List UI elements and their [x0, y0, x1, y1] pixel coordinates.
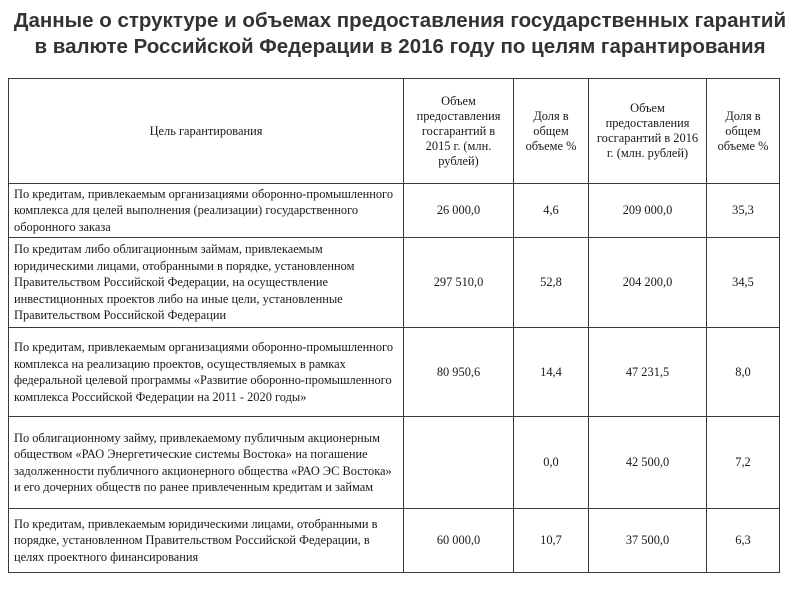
header-volume-2015: Объем предоставления госгарантий в 2015 г. (млн. рублей): [404, 79, 514, 184]
volume-2016-cell: 37 500,0: [589, 509, 707, 573]
share-2016-cell: 34,5: [707, 238, 780, 328]
share-2015-cell: 4,6: [514, 184, 589, 238]
table-row: [9, 184, 780, 238]
volume-2016-cell: 209 000,0: [589, 184, 707, 238]
title-line-1: Данные о структуре и объемах предоставления государственных гарантий: [13, 9, 787, 32]
share-2015-cell: 0,0: [514, 417, 589, 509]
table-row: [9, 509, 780, 573]
share-2015-cell: 14,4: [514, 328, 589, 417]
header-share-2015: Доля в общем объеме %: [514, 79, 589, 184]
header-volume-2016: Объем предоставления госгарантий в 2016 г. (млн. рублей): [589, 79, 707, 184]
share-2016-cell: 35,3: [707, 184, 780, 238]
table-row: [9, 328, 780, 417]
volume-2015-cell: 26 000,0: [404, 184, 514, 238]
guarantees-table: [8, 78, 780, 573]
volume-2015-cell: [404, 417, 514, 509]
volume-2016-cell: 47 231,5: [589, 328, 707, 417]
goal-cell: По кредитам либо облигационным займам, привлекаемым юридическими лицами, отобранными в порядке, установленном Правительством Российской Федерации, на осуществление инвестиционных проектов либо на иные цели, установленные Правительством Российской Федерации: [9, 238, 404, 328]
goal-cell: По кредитам, привлекаемым юридическими лицами, отобранными в порядке, установленном Правительством Российской Федерации, в целях проектного финансирования: [9, 509, 404, 573]
page-title: [0, 8, 800, 60]
header-share-2016: Доля в общем объеме %: [707, 79, 780, 184]
share-2016-cell: 8,0: [707, 328, 780, 417]
share-2016-cell: 7,2: [707, 417, 780, 509]
goal-cell: По кредитам, привлекаемым организациями оборонно-промышленного комплекса на реализацию проектов, осуществляемых в рамках федеральной целевой программы «Развитие оборонно-промышленного комплекса Российской Федерации на 2011 - 2020 годы»: [9, 328, 404, 417]
table-row: [9, 238, 780, 328]
share-2015-cell: 52,8: [514, 238, 589, 328]
goal-cell: По кредитам, привлекаемым организациями оборонно-промышленного комплекса для целей выполнения (реализации) государственного оборонного заказа: [9, 184, 404, 238]
table-header-row: [9, 79, 780, 184]
volume-2016-cell: 42 500,0: [589, 417, 707, 509]
share-2015-cell: 10,7: [514, 509, 589, 573]
title-line-2: в валюте Российской Федерации в 2016 году по целям гарантирования: [34, 35, 766, 58]
share-2016-cell: 6,3: [707, 509, 780, 573]
goal-cell: По облигационному займу, привлекаемому публичным акционерным обществом «РАО Энергетические системы Востока» на погашение задолженности публичного акционерного общества «РАО ЭС Востока» и его дочерних обществ по ранее привлеченным кредитам и займам: [9, 417, 404, 509]
volume-2015-cell: 80 950,6: [404, 328, 514, 417]
volume-2015-cell: 297 510,0: [404, 238, 514, 328]
header-goal: Цель гарантирования: [9, 79, 404, 184]
table-row: [9, 417, 780, 509]
volume-2015-cell: 60 000,0: [404, 509, 514, 573]
volume-2016-cell: 204 200,0: [589, 238, 707, 328]
